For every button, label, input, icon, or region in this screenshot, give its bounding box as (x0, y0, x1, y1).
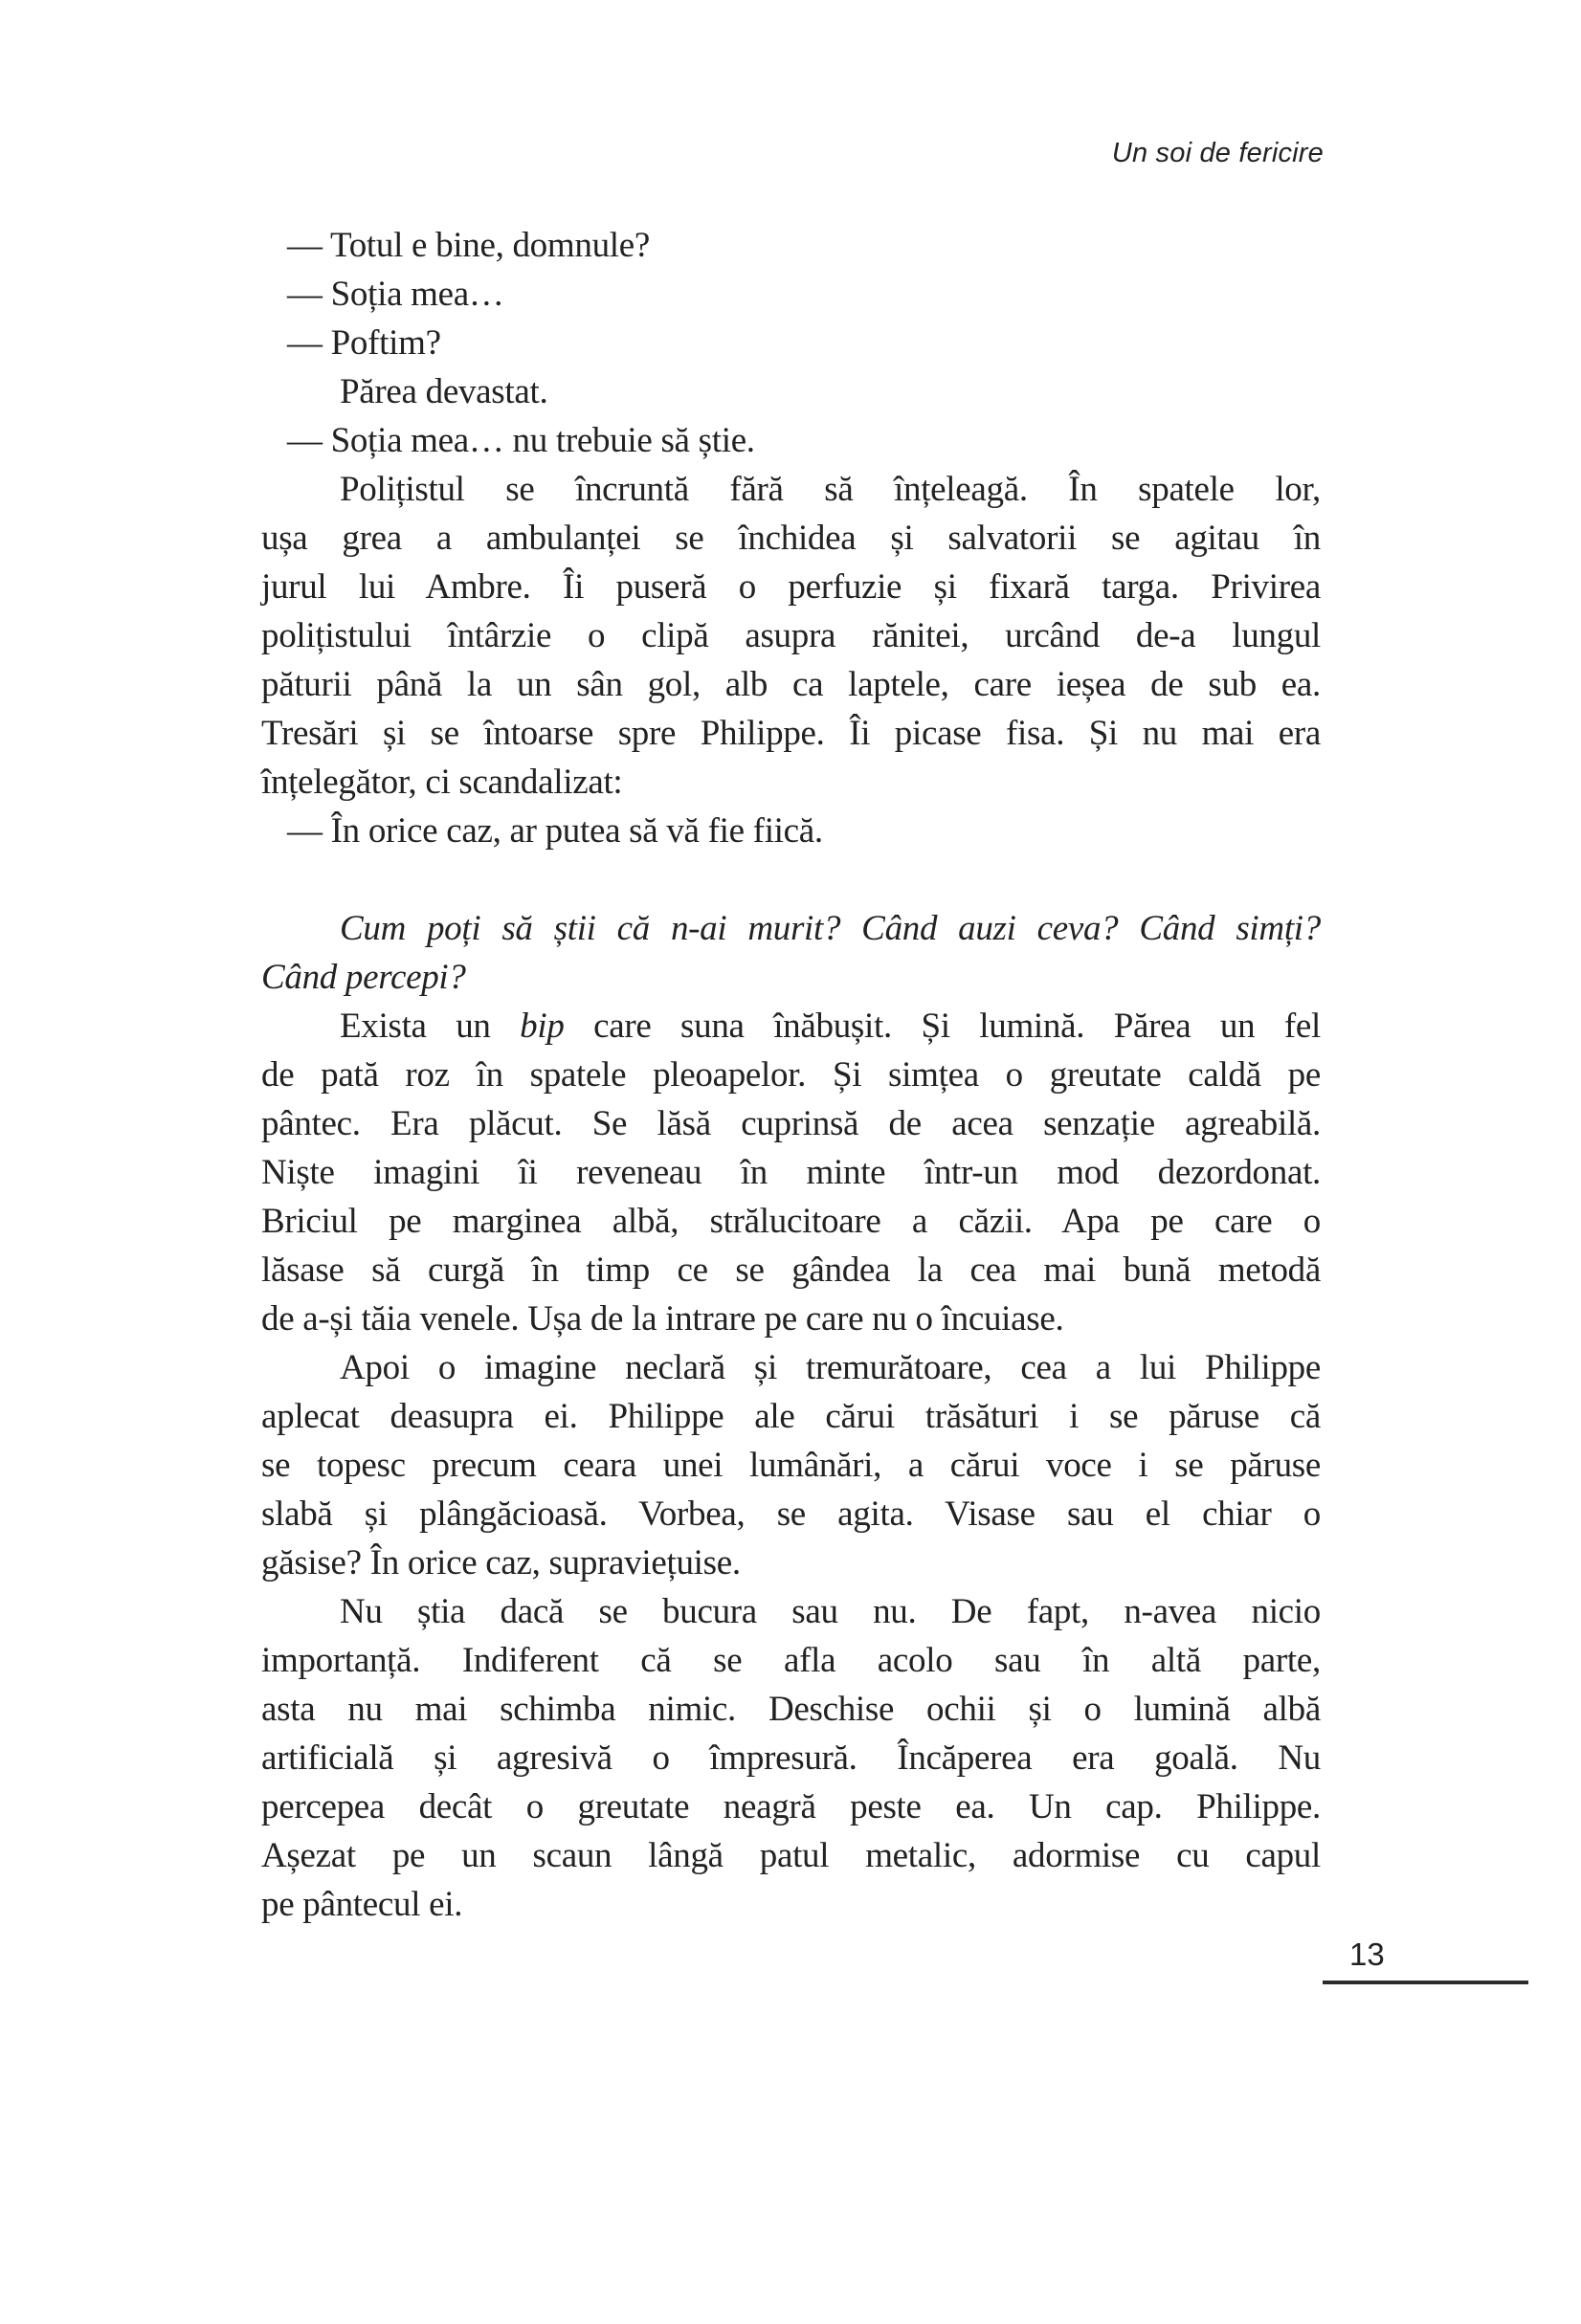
text-line: se topesc precum ceara unei lumânări, a cărui voce i se păruse (261, 1446, 1321, 1485)
page-number: 13 (1349, 1937, 1385, 1972)
text-line (261, 1002, 1321, 1051)
text-line: de pată roz în spatele pleoapelor. Și simțea o greutate caldă pe (261, 1055, 1321, 1095)
footer-rule (1323, 1981, 1528, 1984)
text-line: Părea devastat. (340, 372, 548, 411)
text-line: Așezat pe un scaun lângă patul metalic, adormise cu capul (261, 1836, 1321, 1875)
text-line: găsise? În orice caz, supraviețuise. (261, 1543, 741, 1583)
text-line: — Soția mea… (287, 275, 504, 314)
text-line: pe pântecul ei. (261, 1885, 463, 1924)
text-line: asta nu mai schimba nimic. Deschise ochii și o lumină albă (261, 1690, 1321, 1729)
text-line: — În orice caz, ar putea să vă fie fiică. (287, 811, 823, 851)
text-line: percepea decât o greutate neagră peste ea. Un cap. Philippe. (261, 1787, 1321, 1826)
text-line: Cum poți să știi că n-ai murit? Când auzi ceva? Când simți? (340, 909, 1321, 948)
text-line: importanță. Indiferent că se afla acolo sau în altă parte, (261, 1641, 1321, 1680)
text-line: Niște imagini îi reveneau în minte într-un mod dezordonat. (261, 1153, 1321, 1192)
text-line: — Poftim? (287, 323, 441, 363)
text-line: înțelegător, ci scandalizat: (261, 763, 623, 802)
text-line: artificială și agresivă o împresură. Încăperea era goală. Nu (261, 1738, 1321, 1778)
text-segment: care suna înăbușit. Și lumină. Părea un fel (564, 1007, 1321, 1046)
text-line: Briciul pe marginea albă, strălucitoare a căzii. Apa pe care o (261, 1202, 1321, 1241)
text-line: păturii până la un sân gol, alb ca laptele, care ieșea de sub ea. (261, 665, 1321, 704)
text-line: Apoi o imagine neclară și tremurătoare, cea a lui Philippe (340, 1348, 1321, 1387)
text-line: — Soția mea… nu trebuie să știe. (287, 421, 755, 460)
emphasized-word: bip (520, 1007, 565, 1046)
text-line: Tresări și se întoarse spre Philippe. Îi picase fisa. Și nu mai era (261, 714, 1321, 753)
text-segment: Exista un (340, 1007, 521, 1046)
text-line: lăsase să curgă în timp ce se gândea la cea mai bună metodă (261, 1251, 1321, 1290)
text-line: pântec. Era plăcut. Se lăsă cuprinsă de acea senzație agreabilă. (261, 1104, 1321, 1143)
text-line: de a-și tăia venele. Ușa de la intrare pe care nu o încuiase. (261, 1299, 1064, 1339)
text-line: Când percepi? (261, 958, 466, 997)
text-line: jurul lui Ambre. Îi puseră o perfuzie și fixară targa. Privirea (261, 567, 1321, 607)
text-line: Nu știa dacă se bucura sau nu. De fapt, n-avea nicio (340, 1592, 1321, 1631)
text-line: ușa grea a ambulanței se închidea și salvatorii se agitau în (261, 519, 1321, 558)
text-line: slabă și plângăcioasă. Vorbea, se agita. Visase sau el chiar o (261, 1494, 1321, 1534)
text-block (261, 221, 1321, 1929)
text-line: Polițistul se încruntă fără să înțeleagă. În spatele lor, (340, 470, 1321, 509)
text-line: — Totul e bine, domnule? (287, 226, 650, 265)
text-line: aplecat deasupra ei. Philippe ale cărui trăsături i se păruse că (261, 1397, 1321, 1436)
running-title: Un soi de fericire (1111, 138, 1324, 168)
text-line: polițistului întârzie o clipă asupra rănitei, urcând de-a lungul (261, 616, 1321, 655)
